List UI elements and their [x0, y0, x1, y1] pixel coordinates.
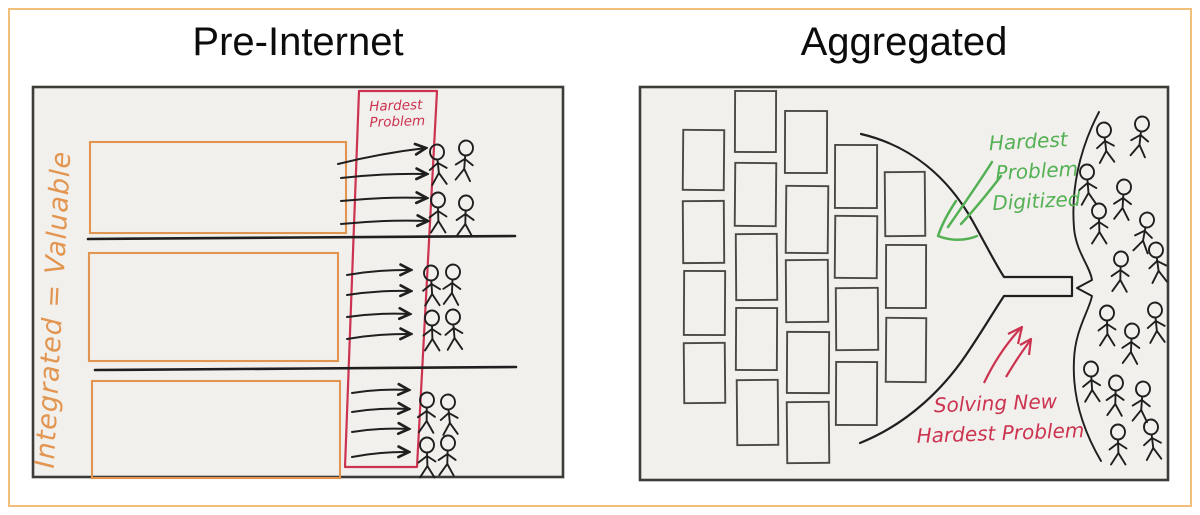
hardest-digitized-label [988, 127, 1081, 216]
green-label-line3: Digitized [991, 186, 1081, 216]
figure-body [452, 279, 453, 292]
figure-body [431, 280, 432, 294]
supplier-box [886, 245, 926, 308]
green-label-line2: Problem [994, 156, 1079, 185]
integrated-valuable-label: Integrated = Valuable [29, 150, 78, 470]
figure-body [1131, 338, 1132, 351]
right-panel-title: Aggregated [800, 20, 1008, 64]
supplier-box [736, 308, 777, 370]
figure-body [1120, 266, 1121, 280]
supplier-box [683, 130, 725, 190]
red-label-line1: Solving New [933, 389, 1058, 418]
supplier-box [835, 145, 877, 208]
supplier-box [786, 260, 828, 322]
figure-body [447, 450, 448, 464]
figure-body [1122, 194, 1124, 207]
supplier-box [787, 332, 829, 393]
figure-body [449, 409, 450, 422]
figure-body [438, 159, 439, 172]
pre-internet-panel [33, 87, 563, 477]
figure-body [1091, 376, 1092, 390]
supplier-box [836, 288, 878, 350]
supplier-box [737, 380, 779, 445]
supplier-box [735, 91, 776, 152]
hardest-problem-line2: Problem [369, 112, 426, 131]
supplier-box [886, 318, 927, 382]
green-label-line1: Hardest [988, 127, 1069, 156]
left-panel-title: Pre-Internet [192, 20, 404, 64]
figure-body [1156, 317, 1157, 330]
supplier-box [836, 362, 877, 425]
supplier-box [787, 402, 830, 463]
figure-body [1115, 390, 1116, 404]
figure-body [465, 210, 466, 224]
hardest-problem-line1: Hardest [368, 97, 423, 115]
supplier-box [735, 163, 777, 226]
supplier-box [684, 343, 726, 403]
supplier-box [684, 271, 725, 335]
supplier-box [785, 111, 827, 173]
figure-body [1087, 179, 1088, 193]
supplier-box [835, 216, 878, 278]
red-label-line2: Hardest Problem [916, 418, 1085, 448]
supplier-box [736, 234, 777, 300]
supplier-box [786, 186, 829, 253]
supplier-box [885, 172, 926, 236]
supplier-box [683, 201, 724, 263]
hardest-problem-label [369, 97, 426, 131]
figure-body [453, 324, 454, 338]
figure-body [426, 407, 427, 421]
